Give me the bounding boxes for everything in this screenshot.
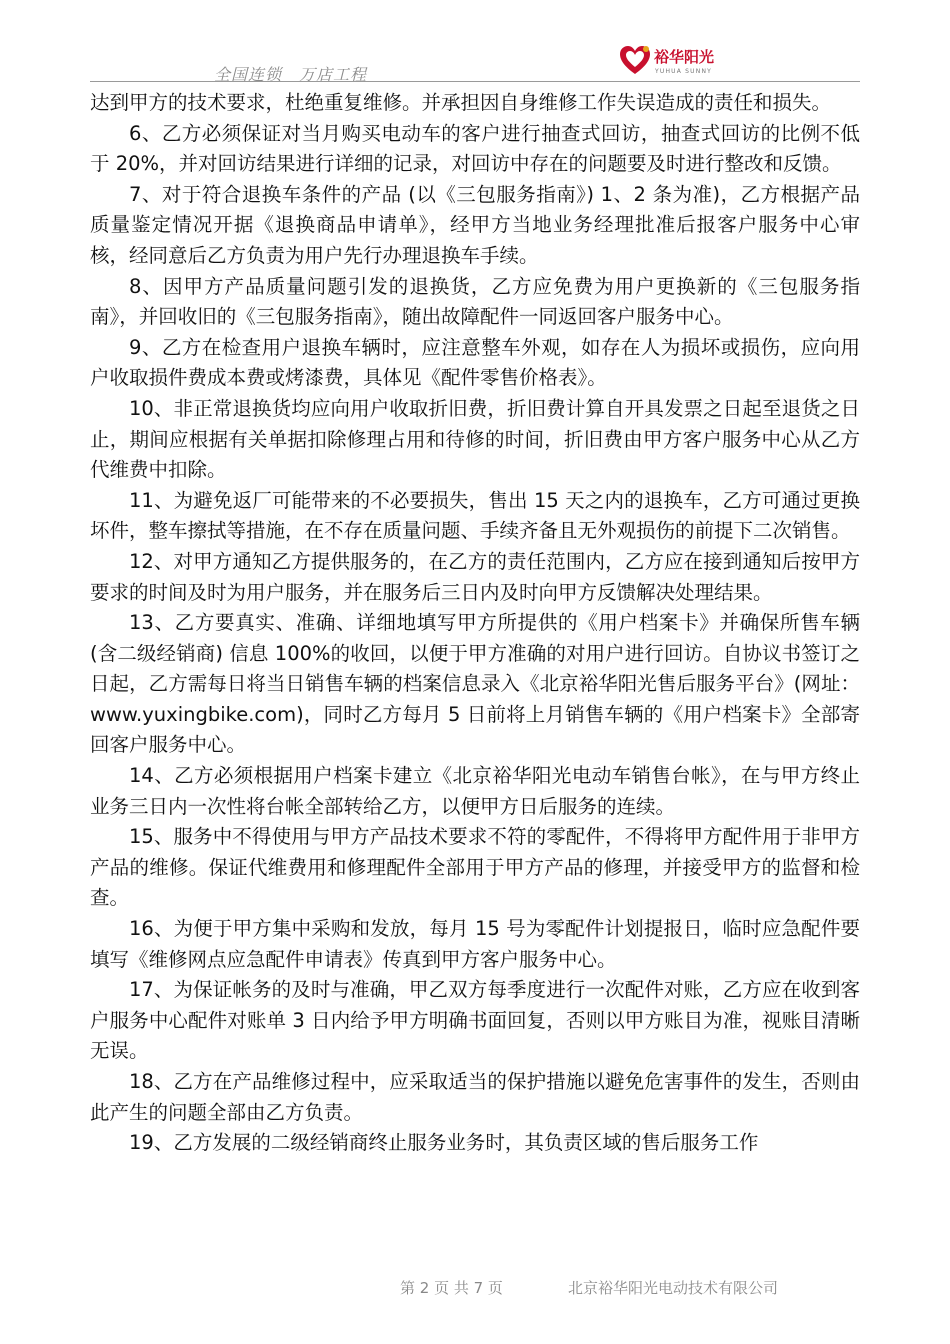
clause-8: 8、因甲方产品质量问题引发的退换货，乙方应免费为用户更换新的《三包服务指南》，并回收旧的《三包服务指南》，随出故障配件一同返回客户服务中心。 — [90, 274, 860, 329]
page-number: 第 2 页 共 7 页 — [400, 1279, 503, 1297]
clause-19: 19、乙方发展的二级经销商终止服务业务时，其负责区域的售后服务工作 — [129, 1131, 759, 1155]
clause-7: 7、对于符合退换车条件的产品 (以《三包服务指南》) 1、2 条为准)，乙方根据产品质量鉴定情况开据《退换商品申请单》，经甲方当地业务经理批准后报客户服务中心审核，经同意后乙方负责为用户先行办理退换车手续。 — [90, 182, 860, 267]
clause-13: 13、乙方要真实、准确、详细地填写甲方所提供的《用户档案卡》并确保所售车辆 (含二级经销商) 信息 100%的收回，以便于甲方准确的对用户进行回访。自协议书签订之日起，乙方需每日将当日销售车辆的档案信息录入《北京裕华阳光售后服务平台》(网址：www.yuxingbike.com)，同时乙方每月 5 日前将上月销售车辆的《用户档案卡》全部寄回客户服务中心。 — [90, 611, 860, 757]
heart-logo-icon — [618, 43, 652, 77]
clause-15: 15、服务中不得使用与甲方产品技术要求不符的零配件，不得将甲方配件用于非甲方产品的维修。保证代维费用和修理配件全部用于甲方产品的修理，并接受甲方的监督和检查。 — [90, 825, 860, 910]
footer-company-name: 北京裕华阳光电动技术有限公司 — [568, 1279, 779, 1297]
header-divider — [90, 81, 860, 82]
paragraph-continued: 达到甲方的技术要求，杜绝重复维修。并承担因自身维修工作失误造成的责任和损失。 — [90, 91, 832, 114]
header-slogan: 全国连锁 万店工程 — [214, 65, 368, 84]
clause-10: 10、非正常退换货均应向用户收取折旧费，折旧费计算自开具发票之日起至退货之日止，期间应根据有关单据扣除修理占用和待修的时间，折旧费由甲方客户服务中心从乙方代维费中扣除。 — [90, 396, 860, 482]
clause-9: 9、乙方在检查用户退换车辆时，应注意整车外观，如存在人为损坏或损伤，应向用户收取损件费成本费或烤漆费，具体见《配件零售价格表》。 — [90, 335, 860, 390]
page-header — [90, 40, 860, 82]
clause-12: 12、对甲方通知乙方提供服务的，在乙方的责任范围内，乙方应在接到通知后按甲方要求的时间及时为用户服务，并在服务后三日内及时向甲方反馈解决处理结果。 — [90, 549, 860, 604]
clause-14: 14、乙方必须根据用户档案卡建立《北京裕华阳光电动车销售台帐》，在与甲方终止业务三日内一次性将台帐全部转给乙方，以便甲方日后服务的连续。 — [90, 764, 860, 818]
clause-16: 16、为便于甲方集中采购和发放，每月 15 号为零配件计划提报日，临时应急配件要填写《维修网点应急配件申请表》传真到甲方客户服务中心。 — [90, 917, 860, 971]
company-logo — [618, 43, 748, 81]
page-footer — [90, 1277, 860, 1301]
clause-11: 11、为避免返厂可能带来的不必要损失，售出 15 天之内的退换车，乙方可通过更换坏件，整车擦拭等措施，在不存在质量问题、手续齐备且无外观损伤的前提下二次销售。 — [90, 488, 860, 543]
clause-18: 18、乙方在产品维修过程中，应采取适当的保护措施以避免危害事件的发生，否则由此产生的问题全部由乙方负责。 — [90, 1070, 860, 1124]
logo-chinese-text: 裕华阳光 — [654, 48, 715, 66]
document-body — [90, 88, 860, 1159]
clause-6: 6、乙方必须保证对当月购买电动车的客户进行抽查式回访，抽查式回访的比例不低于 20%，并对回访结果进行详细的记录，对回访中存在的问题要及时进行整改和反馈。 — [90, 121, 860, 176]
logo-english-text: YUHUA SUNNY — [655, 68, 713, 75]
clause-17: 17、为保证帐务的及时与准确，甲乙双方每季度进行一次配件对账，乙方应在收到客户服务中心配件对账单 3 日内给予甲方明确书面回复，否则以甲方账目为准，视账目清晰无误。 — [90, 978, 860, 1063]
